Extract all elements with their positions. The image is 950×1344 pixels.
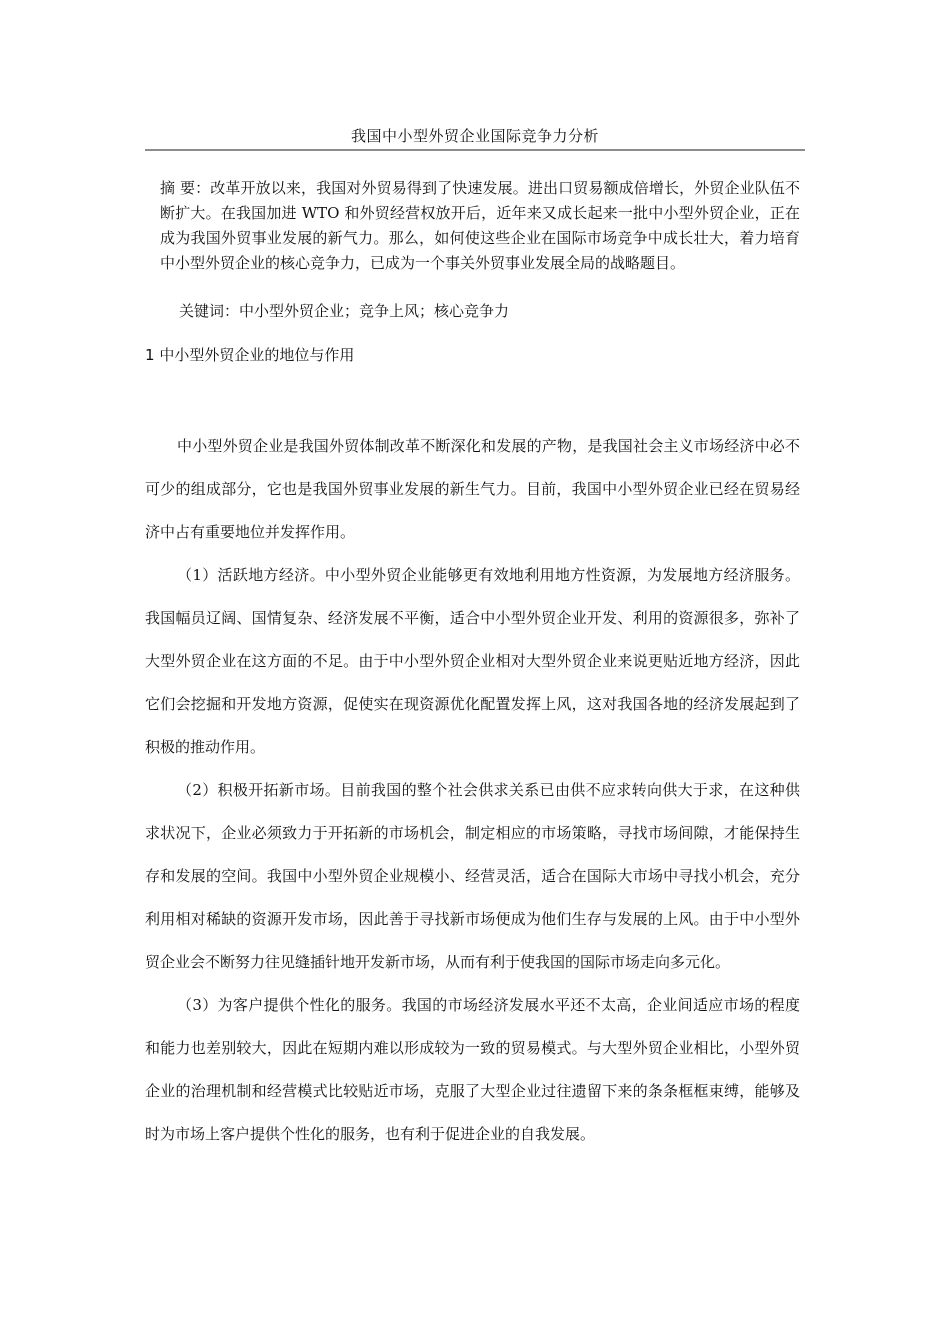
abstract-paragraph: 摘 要：改革开放以来，我国对外贸易得到了快速发展。进出口贸易额成倍增长，外贸企业队伍不断扩大。在我国加进 WTO 和外贸经营权放开后，近年来又成长起来一批中小型外贸企业，正在成为我国外贸事业发展的新气力。那么，如何使这些企业在国际市场竞争中成长壮大，着力培育中小型外贸企业的核心竞争力，已成为一个事关外贸事业发展全局的战略题目。 <box>160 179 800 272</box>
keywords-line: 关键词：中小型外贸企业；竞争上风；核心竞争力 <box>179 302 510 320</box>
section-number: 1 <box>145 346 155 364</box>
section-heading-text: 中小型外贸企业的地位与作用 <box>159 346 355 364</box>
body-paragraph-1: （1）活跃地方经济。中小型外贸企业能够更有效地利用地方性资源，为发展地方经济服务。我国幅员辽阔、国情复杂、经济发展不平衡，适合中小型外贸企业开发、利用的资源很多，弥补了大型外贸企业在这方面的不足。由于中小型外贸企业相对大型外贸企业来说更贴近地方经济，因此它们会挖掘和开发地方资源，促使实在现资源优化配置发挥上风，这对我国各地的经济发展起到了积极的推动作用。 <box>145 566 800 756</box>
body-paragraph-3: （3）为客户提供个性化的服务。我国的市场经济发展水平还不太高，企业间适应市场的程度和能力也差别较大，因此在短期内难以形成较为一致的贸易模式。与大型外贸企业相比，小型外贸企业的治理机制和经营模式比较贴近市场，克服了大型企业过往遗留下来的条条框框束缚，能够及时为市场上客户提供个性化的服务，也有利于促进企业的自我发展。 <box>145 996 800 1143</box>
body-paragraph-2: （2）积极开拓新市场。目前我国的整个社会供求关系已由供不应求转向供大于求，在这种供求状况下，企业必须致力于开拓新的市场机会，制定相应的市场策略，寻找市场间隙，才能保持生存和发展的空间。我国中小型外贸企业规模小、经营灵活，适合在国际大市场中寻找小机会，充分利用相对稀缺的资源开发市场，因此善于寻找新市场便成为他们生存与发展的上风。由于中小型外贸企业会不断努力往见缝插针地开发新市场，从而有利于使我国的国际市场走向多元化。 <box>145 781 800 971</box>
body-text <box>145 425 800 1156</box>
document-title: 我国中小型外贸企业国际竞争力分析 <box>350 127 599 145</box>
body-paragraph-intro: 中小型外贸企业是我国外贸体制改革不断深化和发展的产物，是我国社会主义市场经济中必不可少的组成部分，它也是我国外贸事业发展的新生气力。目前，我国中小型外贸企业已经在贸易经济中占有重要地位并发挥作用。 <box>145 437 800 541</box>
title-underline <box>145 149 805 151</box>
section-heading <box>145 343 800 368</box>
